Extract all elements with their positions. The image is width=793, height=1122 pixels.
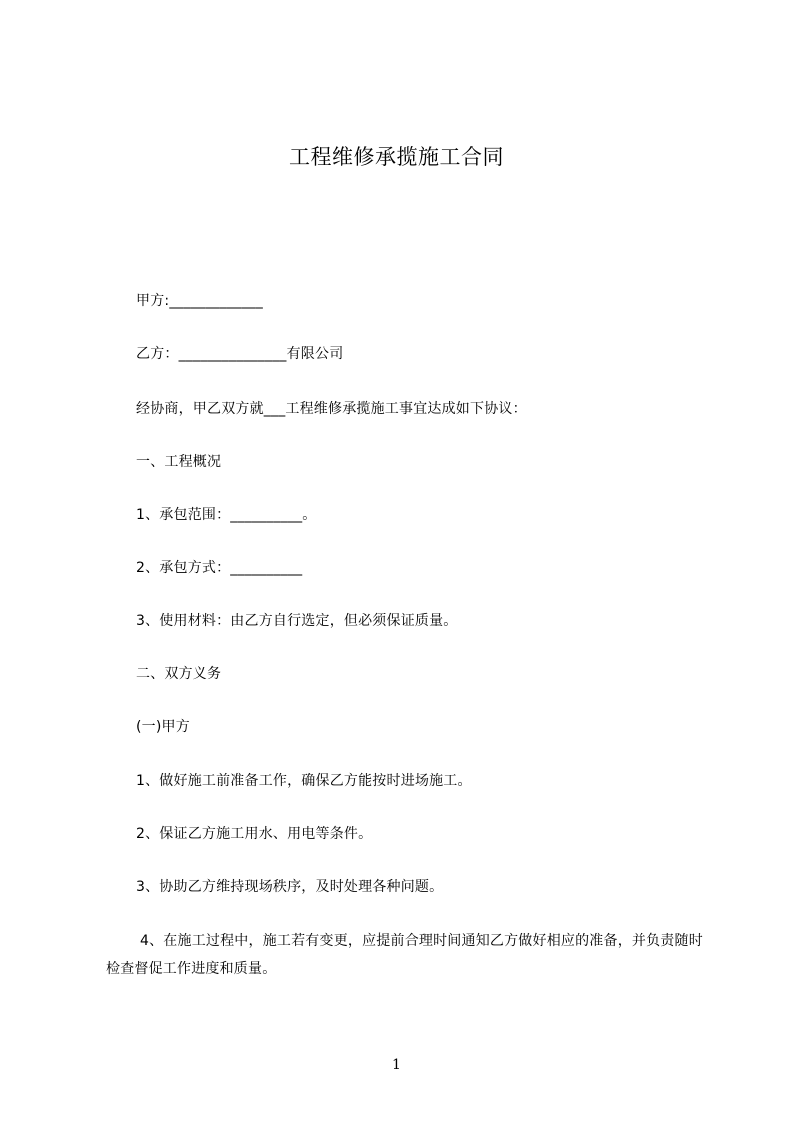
clause-materials: 3、使用材料：由乙方自行选定，但必须保证质量。: [136, 613, 458, 629]
clause-contract-method: 2、承包方式：__________: [136, 560, 303, 576]
section-heading-obligations: 二、双方义务: [136, 666, 222, 682]
party-a-duty-3: 3、协助乙方维持现场秩序，及时处理各种问题。: [136, 879, 444, 895]
agreement-intro: 经协商，甲乙双方就___工程维修承揽施工事宜达成如下协议：: [136, 401, 527, 417]
clause-scope: 1、承包范围：__________。: [136, 507, 317, 523]
page-number: 1: [392, 1057, 401, 1073]
party-a-duty-4: 4、在施工过程中，施工若有变更，应提前合理时间通知乙方做好相应的准备，并负责随时检查督促工作进度和质量。: [106, 933, 703, 977]
party-a-duty-2: 2、保证乙方施工用水、用电等条件。: [136, 826, 373, 842]
subsection-party-a: (一)甲方: [136, 719, 190, 735]
party-a-line: 甲方:_____________: [136, 293, 263, 309]
party-a-duty-1: 1、做好施工前准备工作，确保乙方能按时进场施工。: [136, 773, 472, 789]
document-title: 工程维修承揽施工合同: [289, 145, 504, 169]
party-b-line: 乙方：_______________有限公司: [136, 346, 344, 362]
section-heading-project-overview: 一、工程概况: [136, 454, 222, 470]
